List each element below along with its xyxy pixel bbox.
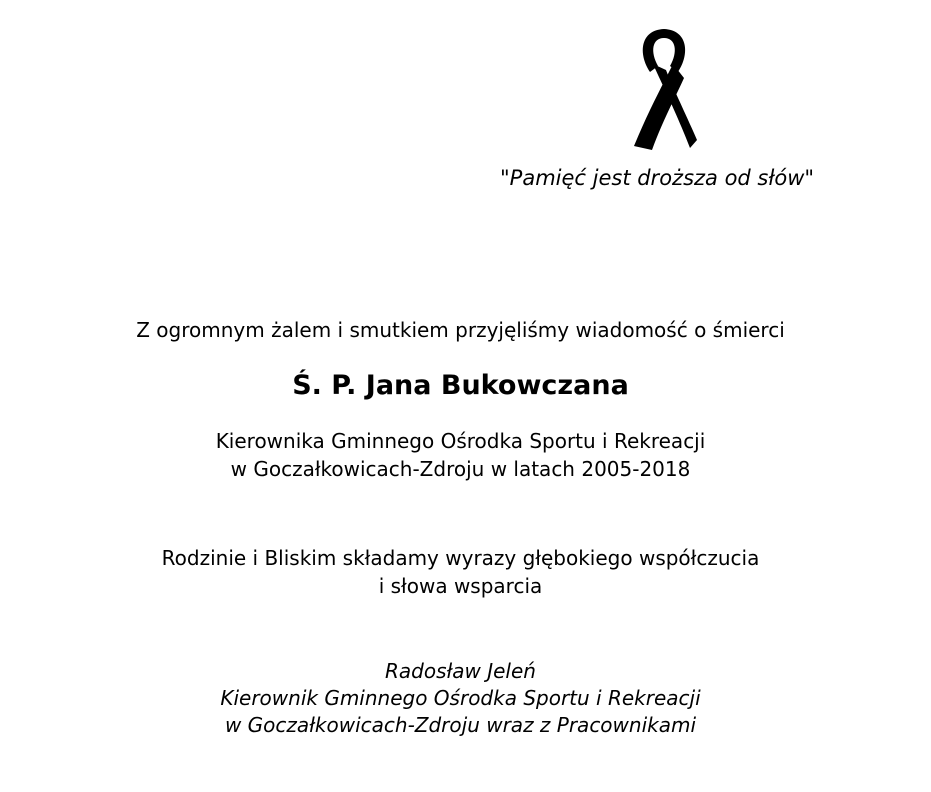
condolence-message xyxy=(0,544,921,600)
condolence-line-1: Rodzinie i Bliskim składamy wyrazy głębokiego współczucia xyxy=(161,546,760,570)
condolence-line-2: i słowa wsparcia xyxy=(378,574,543,598)
deceased-name: Ś. P. Jana Bukowczana xyxy=(292,370,629,401)
signature-org: w Goczałkowicach-Zdroju wraz z Pracownikami xyxy=(224,713,697,737)
signature-title: Kierownik Gminnego Ośrodka Sportu i Rekreacji xyxy=(220,686,701,710)
mourning-ribbon-icon xyxy=(626,24,702,154)
deceased-role xyxy=(0,427,921,483)
intro-text: Z ogromnym żalem i smutkiem przyjęliśmy wiadomość o śmierci xyxy=(136,318,785,342)
role-line-1: Kierownika Gminnego Ośrodka Sportu i Rekreacji xyxy=(215,429,706,453)
motto-quote: "Pamięć jest droższa od słów" xyxy=(500,166,815,190)
signature-block xyxy=(0,658,921,739)
signature-name: Radosław Jeleń xyxy=(385,659,536,683)
role-line-2: w Goczałkowicach-Zdroju w latach 2005-2018 xyxy=(230,457,691,481)
